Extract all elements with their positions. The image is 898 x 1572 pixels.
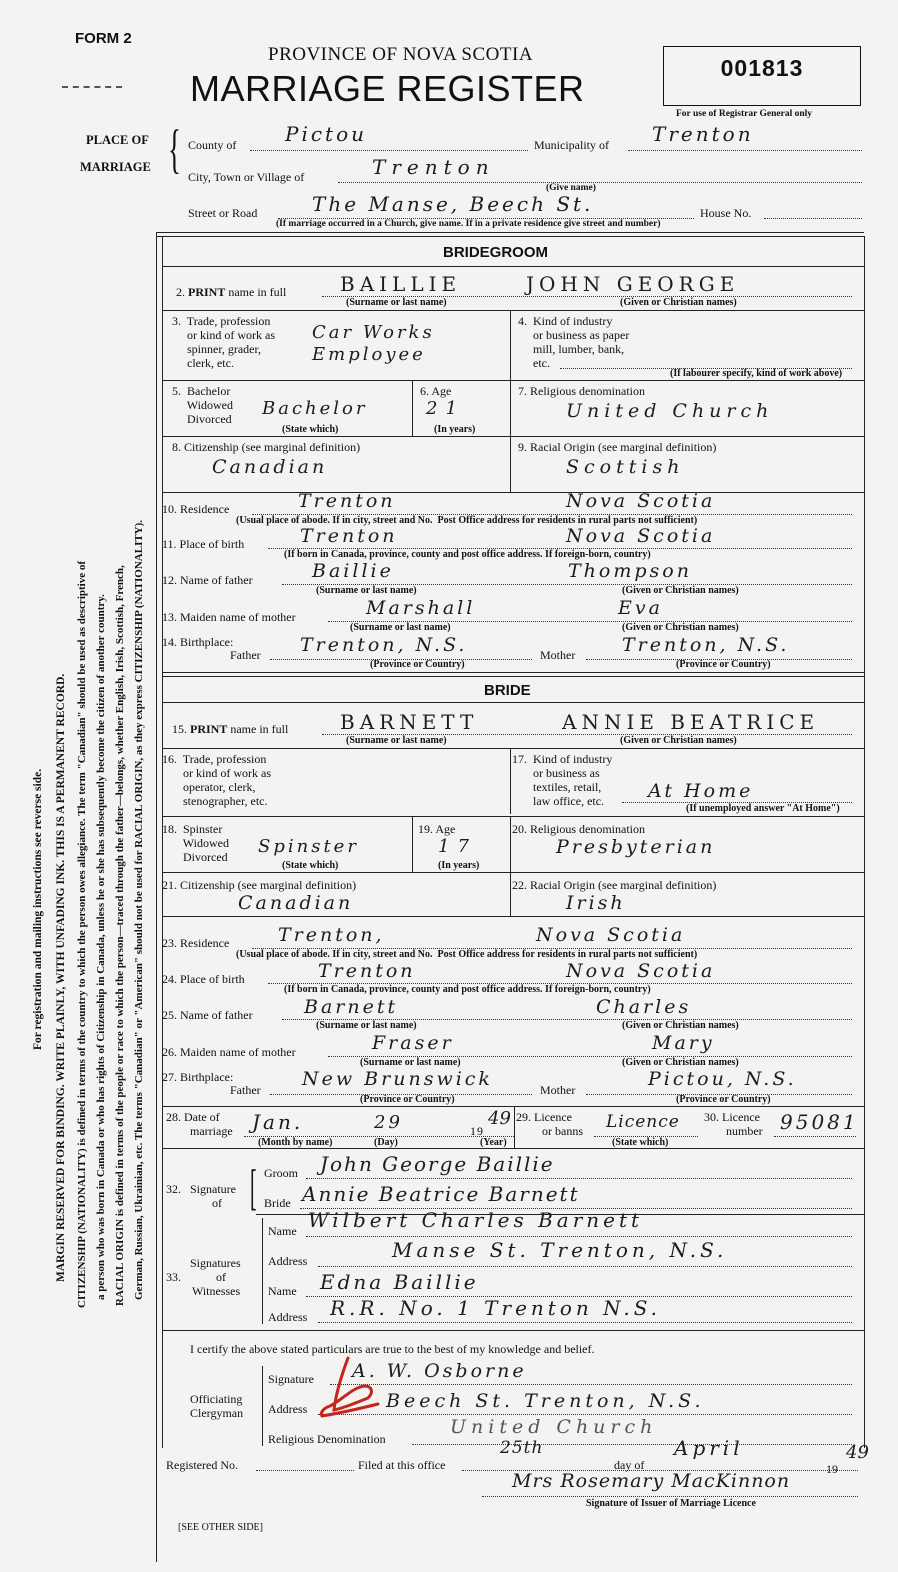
given-caption: (Given or Christian names) [622,1020,739,1031]
rule [510,816,511,916]
groom-father-given: Thompson [568,560,692,582]
year-prefix: 19 [470,1124,484,1138]
marriage-day: 29 [374,1112,403,1133]
signature-of: of [212,1196,222,1210]
rule [162,872,864,873]
bride-birth-town: Trenton [318,960,416,982]
witness1-address-label: Address [268,1254,308,1268]
month-caption: (Month by name) [258,1137,333,1148]
groom-trade-value: Car Works Employee [312,322,435,365]
form-title: MARRIAGE REGISTER [190,68,585,109]
line [330,1384,852,1385]
clergy-address: Beech St. Trenton, N.S. [386,1390,705,1412]
father-word: Father [230,1083,261,1097]
signature-num: 32. [166,1182,181,1196]
groom-given-names: JOHN GEORGE [526,272,740,296]
licence-number: 95081 [780,1110,859,1134]
date-label-a: 28. Date of [166,1110,220,1124]
marriage-label: MARRIAGE [80,160,151,174]
line [318,1414,852,1415]
groom-surname: BAILLIE [340,272,462,296]
groom-birth-label: 11. Place of birth [162,537,245,551]
groom-sig-label: Groom [264,1166,298,1180]
day-of-label: day of [614,1458,645,1472]
province-caption: (Province or Country) [676,1094,771,1105]
municipality-value: Trenton [652,122,754,146]
frame-left-border [156,232,157,1562]
certification-text: I certify the above stated particulars are true to the best of my knowledge and belief. [190,1342,595,1356]
rule [162,702,864,703]
filed-year-prefix: 19 [826,1462,838,1476]
mother-word: Mother [540,648,576,662]
line [306,1236,852,1237]
filed-label: Filed at this office [358,1458,446,1472]
licence-number-label-b: number [726,1124,763,1138]
bride-residence-town: Trenton, [278,924,385,946]
clergy-label-a: Officiating [190,1392,243,1406]
clergy-denomination: United Church [450,1416,658,1438]
filed-month: April [674,1436,744,1460]
bride-birth-label: 24. Place of birth [162,972,245,986]
bridegroom-heading: BRIDEGROOM [443,244,548,261]
county-label: County of [188,138,237,152]
brace: [ [250,1159,257,1215]
rule [510,310,511,380]
witness2-name: Edna Baillie [320,1270,479,1294]
margin-mark [62,86,122,92]
bride-father-given: Charles [596,996,692,1018]
bride-citizenship-value: Canadian [238,892,354,914]
given-caption: (Given or Christian names) [620,297,737,308]
margin-citizenship-def-1: CITIZENSHIP (NATIONALITY) is defined in terms of the country to which the person owes allegiance. The term "Canadian" should be used as descriptive of [76,560,88,1308]
give-name-caption: (Give name) [546,183,596,193]
groom-religion-label: 7. Religious denomination [518,384,645,398]
bride-racial-label: 22. Racial Origin (see marginal definition) [512,878,717,892]
line [256,1470,354,1471]
clergy-signature: A. W. Osborne [352,1360,527,1382]
rule [262,1218,263,1324]
bride-citizenship-label: 21. Citizenship (see marginal definition) [162,878,357,892]
groom-signature: John George Baillie [320,1152,555,1176]
given-caption: (Given or Christian names) [622,1057,739,1068]
bride-industry-label: 17. Kind of industry or business as textiles, retail, law office, etc. [512,752,613,808]
groom-citizenship-label: 8. Citizenship (see marginal definition) [172,440,361,454]
marriage-year: 49 [488,1108,511,1129]
province-caption: (Province or Country) [360,1094,455,1105]
witness-label-c: Witnesses [192,1284,241,1298]
margin-citizenship-def-2: a person who was born in Canada or who has rights of Citizenship in Canada, unless he or she has subsequently become the citizen of another country. [95,594,107,1300]
groom-status-label: 5. Bachelor Widowed Divorced [172,384,233,426]
form-number: FORM 2 [75,30,132,47]
line [306,1178,852,1179]
registration-number: 001813 [720,55,804,81]
birth-caption: (If born in Canada, province, county and post office address. If foreign-born, country) [284,549,651,560]
surname-caption: (Surname or last name) [316,1020,417,1031]
rule [412,380,413,436]
marriage-month: Jan. [252,1110,304,1134]
bride-birth-province: Nova Scotia [566,960,716,982]
groom-mother-label: 13. Maiden name of mother [162,610,296,624]
bride-status-value: Spinster [258,836,359,857]
groom-industry-label: 4. Kind of industry or business as paper mill, lumber, bank, etc. [518,314,630,370]
groom-racial-label: 9. Racial Origin (see marginal definition) [518,440,717,454]
groom-residence-label: 10. Residence [162,502,230,516]
bride-religion-label: 20. Religious denomination [512,822,645,836]
bride-mother-surname: Fraser [372,1032,454,1054]
surname-caption: (Surname or last name) [346,735,447,746]
bride-industry-caption: (If unemployed answer "At Home") [686,803,840,814]
groom-residence-province: Nova Scotia [566,490,716,512]
groom-religion-value: United Church [566,400,774,422]
bride-age-value: 17 [438,836,477,857]
groom-birth-province: Nova Scotia [566,525,716,547]
given-caption: (Given or Christian names) [622,622,739,633]
bride-religion-value: Presbyterian [556,836,716,858]
surname-caption: (Surname or last name) [360,1057,461,1068]
state-which-caption: (State which) [612,1137,669,1148]
house-line [764,218,862,219]
rule [262,1366,263,1446]
clergy-label-b: Clergyman [190,1406,244,1420]
groom-in-years: (In years) [434,424,476,435]
city-label: City, Town or Village of [188,170,305,184]
margin-binding-notice: MARGIN RESERVED FOR BINDING. WRITE PLAINLY, WITH UNFADING INK. THIS IS A PERMANENT RECORD. [55,673,67,1282]
groom-father-label: 12. Name of father [162,573,253,587]
licence-number-label-a: 30. Licence [704,1110,760,1124]
surname-caption: (Surname or last name) [350,622,451,633]
groom-racial-value: Scottish [566,456,685,478]
witness-label-a: Signatures [190,1256,241,1270]
groom-name-label: 2. PRINT name in full [176,285,287,299]
see-other-side: [SEE OTHER SIDE] [178,1522,263,1533]
residence-caption: (Usual place of abode. If in city, street and No. Post Office address for residents in rural parts not sufficient) [236,949,698,960]
licence-label-b: or banns [542,1124,583,1138]
province-caption: (Province or Country) [676,659,771,670]
frame-top-border [156,232,864,233]
signature-label: Signature [190,1182,236,1196]
bride-name-label: 15. PRINT name in full [172,722,289,736]
bride-residence-label: 23. Residence [162,936,230,950]
bride-father-surname: Barnett [304,996,399,1018]
date-label-b: marriage [190,1124,233,1138]
rule [162,916,864,917]
line [318,1322,852,1323]
bride-mother-given: Mary [652,1032,715,1054]
groom-father-surname: Baillie [312,560,394,582]
rule [162,1330,864,1331]
county-line [250,150,528,151]
house-label: House No. [700,206,752,220]
licence-label-a: 29. Licence [516,1110,572,1124]
bride-mother-label: 26. Maiden name of mother [162,1045,296,1059]
bride-father-birthplace: New Brunswick [302,1068,493,1090]
bride-signature: Annie Beatrice Barnett [302,1182,580,1206]
rule [162,676,864,677]
groom-mother-surname: Marshall [366,597,476,619]
bride-father-label: 25. Name of father [162,1008,253,1022]
clergy-address-label: Address [268,1402,308,1416]
bride-surname: BARNETT [340,710,479,734]
witness1-address: Manse St. Trenton, N.S. [392,1238,728,1262]
witness2-address: R.R. No. 1 Trenton N.S. [330,1296,662,1320]
bride-state-which: (State which) [282,860,339,871]
bride-heading: BRIDE [484,682,531,699]
witness2-address-label: Address [268,1310,308,1324]
bride-sig-label: Bride [264,1196,291,1210]
line [318,1266,852,1267]
registrar-note: For use of Registrar General only [676,109,813,119]
clergy-denomination-label: Religious Denomination [268,1432,386,1446]
year-caption: (Year) [480,1137,507,1148]
rule [162,266,864,267]
surname-caption: (Surname or last name) [316,585,417,596]
rule [162,436,864,437]
groom-birthplace-label: 14. Birthplace: [162,635,234,649]
residence-caption: (Usual place of abode. If in city, street and No. Post Office address for residents in rural parts not sufficient) [236,515,698,526]
surname-caption: (Surname or last name) [346,297,447,308]
bride-age-label: 19. Age [418,822,456,836]
groom-state-which: (State which) [282,424,339,435]
line [412,1444,852,1445]
bride-industry-value: At Home [648,780,754,802]
brace: { [168,119,181,179]
street-value: The Manse, Beech St. [312,192,594,216]
municipality-label: Municipality of [534,138,609,152]
bride-trade-label: 16. Trade, profession or kind of work as operator, clerk, stenographer, etc. [162,752,271,808]
rule [162,1106,864,1107]
groom-industry-caption: (If labourer specify, kind of work above) [670,368,843,379]
mother-word: Mother [540,1083,576,1097]
bride-status-label: 18. Spinster Widowed Divorced [162,822,229,864]
bride-mother-birthplace: Pictou, N.S. [648,1068,797,1090]
witness1-name-label: Name [268,1224,297,1238]
rule [162,492,864,493]
province-title: PROVINCE OF NOVA SCOTIA [268,44,534,65]
groom-trade-label: 3. Trade, profession or kind of work as spinner, grader, clerk, etc. [172,314,275,370]
filed-day: 25th [500,1438,544,1458]
licence-type: Licence [606,1112,680,1132]
witness2-name-label: Name [268,1284,297,1298]
rule [162,748,864,749]
street-label: Street or Road [188,206,258,220]
bride-birthplace-label: 27. Birthplace: [162,1070,234,1084]
day-caption: (Day) [374,1137,398,1148]
groom-age-value: 21 [426,398,465,419]
groom-mother-given: Eva [618,597,663,619]
bride-residence-province: Nova Scotia [536,924,686,946]
witness1-name: Wilbert Charles Barnett [308,1208,644,1232]
rule [510,748,511,814]
filed-year: 49 [846,1442,869,1463]
groom-father-birthplace: Trenton, N.S. [300,634,468,656]
witness-num: 33. [166,1270,181,1284]
registered-label: Registered No. [166,1458,238,1472]
bride-in-years: (In years) [438,860,480,871]
rule [412,816,413,872]
groom-residence-town: Trenton [298,490,396,512]
red-ink-initial-mark [308,1352,388,1422]
city-value: Trenton [372,155,495,179]
margin-racial-def-2: German, Russian, Ukrainian, etc. The terms "Canadian" or "American" should not be used for RACIAL ORIGIN, as they express CITIZENSHIP (NATIONALITY). [133,519,145,1300]
clergy-signature-label: Signature [268,1372,314,1386]
frame-right-border [864,236,865,1448]
rule [162,816,864,817]
street-caption: (If marriage occurred in a Church, give name. If in a private residence give street and number) [276,219,661,229]
margin-racial-def-1: RACIAL ORIGIN is defined in terms of the people or race to which the person—traced through the father—belongs, whether English, Irish, Scottish, French, [114,565,126,1306]
groom-age-label: 6. Age [420,384,452,398]
rule [162,672,864,673]
father-word: Father [230,648,261,662]
municipality-line [628,150,862,151]
bride-given-names: ANNIE BEATRICE [562,710,820,734]
bride-racial-value: Irish [566,892,626,914]
line [482,1496,858,1497]
province-caption: (Province or Country) [370,659,465,670]
rule [162,1148,864,1149]
birth-caption: (If born in Canada, province, county and post office address. If foreign-born, country) [284,984,651,995]
given-caption: (Given or Christian names) [620,735,737,746]
issuer-signature: Mrs Rosemary MacKinnon [512,1470,791,1492]
given-caption: (Given or Christian names) [622,585,739,596]
groom-mother-birthplace: Trenton, N.S. [622,634,790,656]
line [774,1136,856,1137]
groom-status-value: Bachelor [262,398,368,419]
rule [514,1106,515,1148]
rule [162,380,864,381]
city-line [338,182,862,183]
place-of-label: PLACE OF [86,133,149,147]
margin-instructions: For registration and mailing instructions see reverse side. [32,768,44,1050]
frame-top-border-inner [156,236,864,237]
groom-birth-town: Trenton [300,525,398,547]
issuer-caption: Signature of Issuer of Marriage Licence [586,1498,756,1509]
groom-citizenship-value: Canadian [212,456,328,478]
registration-number-box [663,46,861,106]
witness-label-b: of [216,1270,226,1284]
county-value: Pictou [285,122,368,146]
rule [162,310,864,311]
